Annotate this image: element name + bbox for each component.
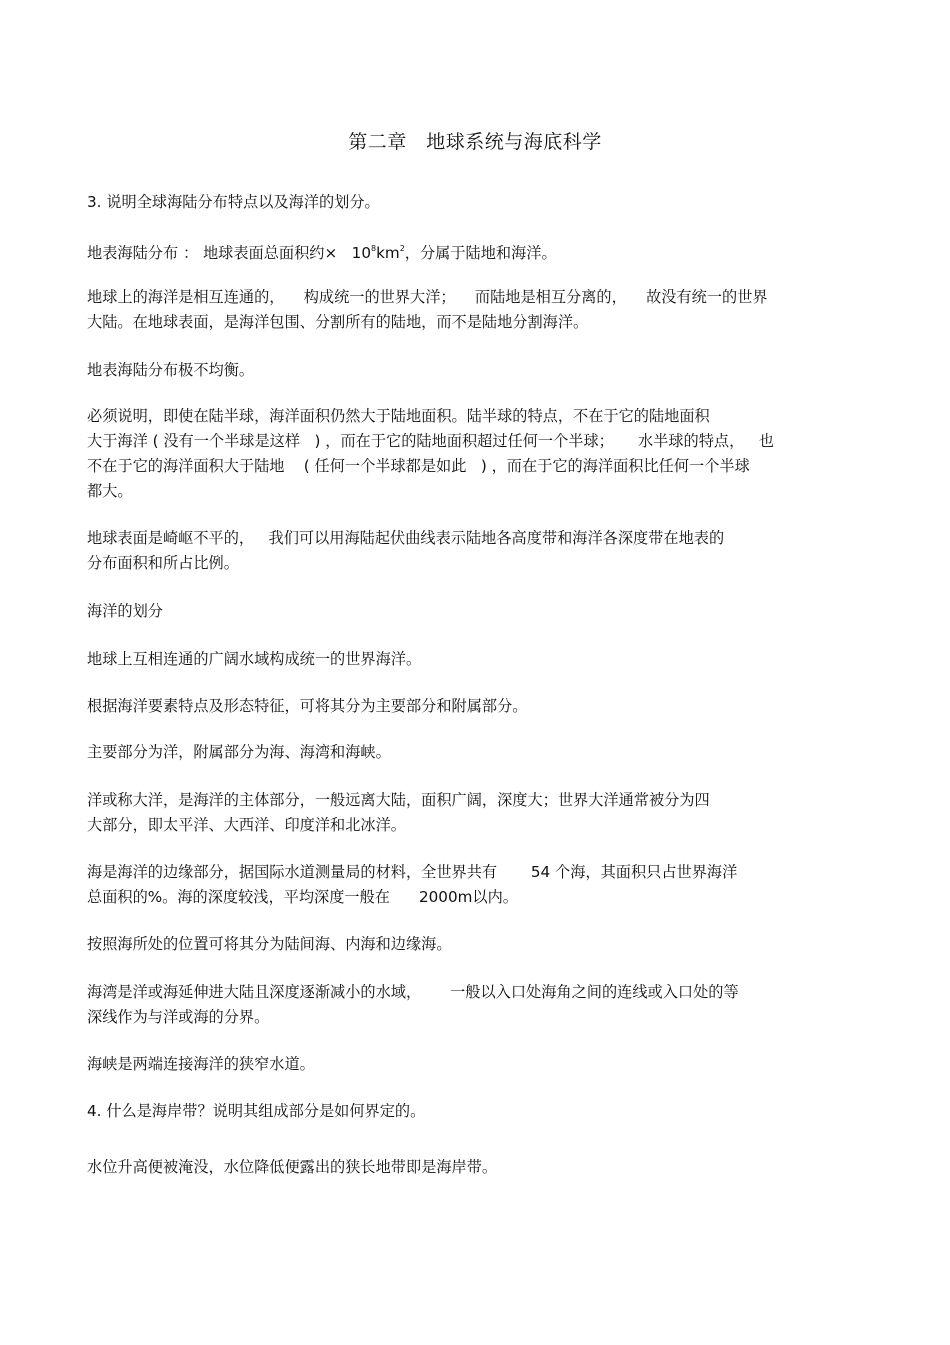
paragraph-line: 大陆。在地球表面，是海洋包围、分割所有的陆地，而不是陆地分割海洋。 [87,313,589,331]
paragraph-line: 地球表面是崎岖不平的， 我们可以用海陆起伏曲线表示陆地各高度带和海洋各深度带在地表的 [87,529,725,547]
area-line-text: 地表海陆分布 ： 地球表面总面积约× 10 [87,244,372,262]
paragraph-line: 主要部分为洋，附属部分为海、海湾和海峡。 [87,743,391,761]
paragraph-line: 都大。 [87,482,133,500]
paragraph-line: 地球上互相连通的广阔水域构成统一的世界海洋。 [87,650,422,668]
paragraph-line: 必须说明，即使在陆半球，海洋面积仍然大于陆地面积。陆半球的特点，不在于它的陆地面积 [87,407,710,425]
paragraph-line: 地球上的海洋是相互连通的， 构成统一的世界大洋； 而陆地是相互分离的， 故没有统一的世界 [87,288,768,306]
paragraph-line: 大于海洋 ( 没有一个半球是这样 ) ，而在于它的陆地面积超过任何一个半球； 水半球的特点， 也 [87,432,774,450]
section-heading: 海洋的划分 [87,602,163,620]
paragraph-line: 海峡是两端连接海洋的狭窄水道。 [87,1055,315,1073]
page-title: 第二章 地球系统与海底科学 [348,131,602,153]
paragraph-line: 海是海洋的边缘部分，据国际水道测量局的材料，全世界共有 54 个海，其面积只占世界海洋 [87,863,738,881]
question-4-heading: 4. 什么是海岸带？说明其组成部分是如何界定的。 [87,1102,426,1120]
question-3-heading: 3. 说明全球海陆分布特点以及海洋的划分。 [87,193,380,211]
paragraph-line: 总面积的%。海的深度较浅，平均深度一般在 2000m以内。 [87,888,518,906]
paragraph-line: 深线作为与洋或海的分界。 [87,1008,270,1026]
paragraph-line: 地表海陆分布极不均衡。 [87,361,255,379]
paragraph-line: 水位升高便被淹没，水位降低便露出的狭长地带即是海岸带。 [87,1158,498,1176]
paragraph-line: 按照海所处的位置可将其分为陆间海、内海和边缘海。 [87,935,452,953]
paragraph-line: 分布面积和所占比例。 [87,554,239,572]
area-unit-exponent: 2 [399,244,405,253]
paragraph-line: 根据海洋要素特点及形态特征，可将其分为主要部分和附属部分。 [87,697,528,715]
area-exponent: 8 [371,244,377,253]
paragraph-line: 大部分，即太平洋、大西洋、印度洋和北冰洋。 [87,816,406,834]
area-line [87,239,557,263]
area-unit: km [376,244,400,262]
paragraph-line: 不在于它的海洋面积大于陆地 ( 任何一个半球都是如此 ) ，而在于它的海洋面积比任何一个半球 [87,457,750,475]
paragraph-line: 洋或称大洋，是海洋的主体部分，一般远离大陆，面积广阔，深度大；世界大洋通常被分为四 [87,791,710,809]
area-line-tail: ，分属于陆地和海洋。 [404,244,557,262]
paragraph-line: 海湾是洋或海延伸进大陆且深度逐渐减小的水域， 一般以入口处海角之间的连线或入口处的等 [87,983,739,1001]
